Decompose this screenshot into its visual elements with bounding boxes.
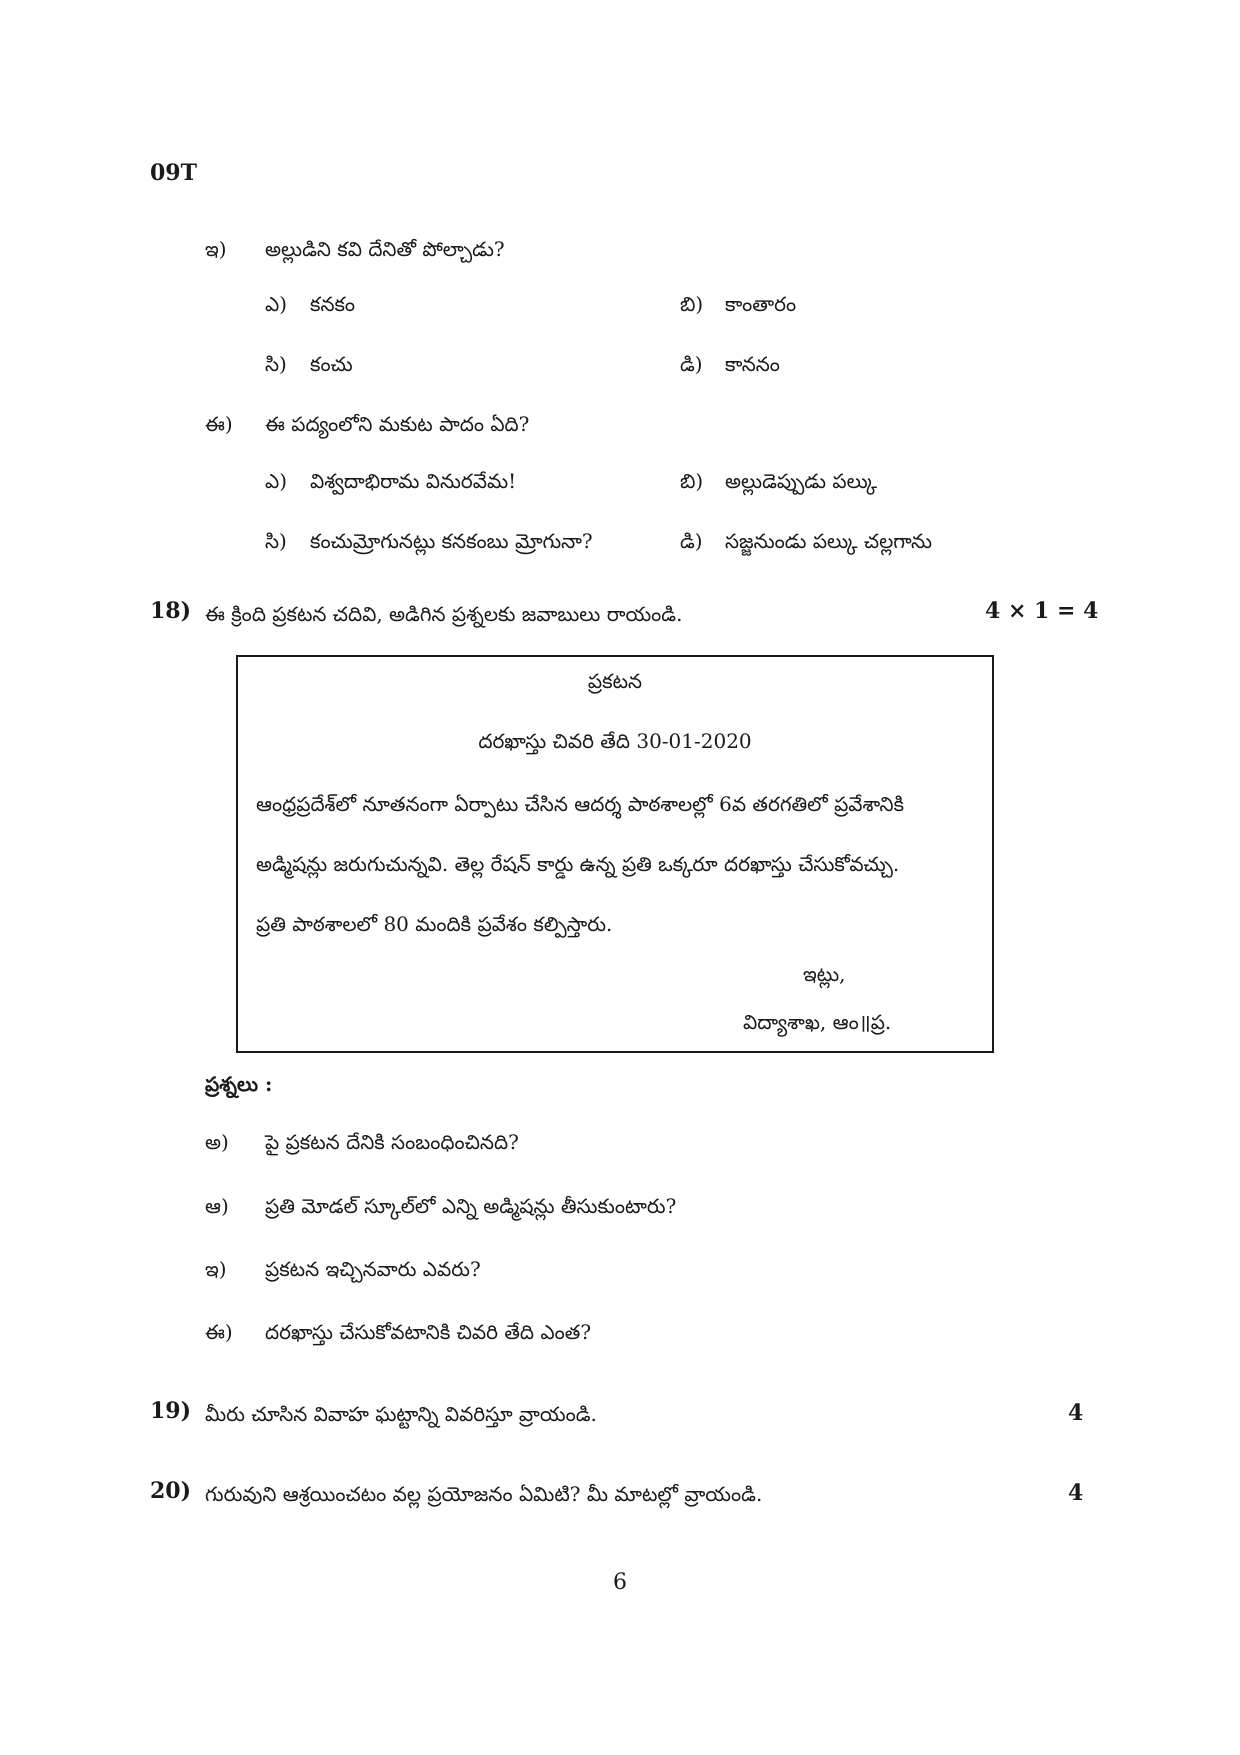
option-text: కంచుమ్రోగునట్లు కనకంబు మ్రోగునా? <box>310 529 593 553</box>
question-label: ఆ) <box>205 1194 229 1218</box>
notice-box <box>236 655 994 1053</box>
question-text: మీరు చూసిన వివాహ ఘట్టాన్ని వివరిస్తూ వ్రాయండి. <box>205 1402 597 1426</box>
option-label: సి) <box>265 529 287 553</box>
option-text: విశ్వదాభిరామ వినురవేమ! <box>310 469 517 493</box>
question-label: ఈ) <box>205 1320 233 1344</box>
question-text: ఈ క్రింది ప్రకటన చదివి, అడిగిన ప్రశ్నలకు జవాబులు రాయండి. <box>205 602 683 626</box>
option-label: డి) <box>680 529 703 553</box>
notice-body-line: ప్రతి పాఠశాలలో 80 మందికి ప్రవేశం కల్పిస్తారు. <box>256 912 613 936</box>
question-text: ఈ పద్యంలోని మకుట పాదం ఏది? <box>265 412 530 436</box>
option-label: ఎ) <box>265 292 288 316</box>
option-text: అల్లుడెప్పుడు పల్కు <box>725 469 878 493</box>
page-number: 6 <box>613 1570 627 1595</box>
option-label: బి) <box>680 292 704 316</box>
questions-heading: ప్రశ్నలు : <box>205 1072 273 1096</box>
option-text: కాంతారం <box>725 292 797 316</box>
option-text: సజ్జనుండు పల్కు చల్లగాను <box>725 529 933 553</box>
question-text: గురువుని ఆశ్రయించటం వల్ల ప్రయోజనం ఏమిటి? మీ మాటల్లో వ్రాయండి. <box>205 1482 763 1506</box>
notice-title: ప్రకటన <box>587 669 643 693</box>
question-label: అ) <box>205 1130 229 1154</box>
notice-deadline: దరఖాస్తు చివరి తేది 30-01-2020 <box>478 729 752 753</box>
question-text: పై ప్రకటన దేనికి సంబంధించినది? <box>265 1130 519 1154</box>
option-text: కాననం <box>725 352 780 376</box>
option-label: బి) <box>680 469 704 493</box>
option-text: కంచు <box>310 352 353 376</box>
option-label: డి) <box>680 352 703 376</box>
notice-body-line: అడ్మిషన్లు జరుగుచున్నవి. తెల్ల రేషన్ కార్డు ఉన్న ప్రతి ఒక్కరూ దరఖాస్తు చేసుకోవచ్చు. <box>256 852 900 876</box>
question-number: 20) <box>150 1478 192 1504</box>
notice-signature: విద్యాశాఖ, ఆం॥ప్ర. <box>743 1010 892 1034</box>
question-number: 19) <box>150 1398 192 1424</box>
option-label: సి) <box>265 352 287 376</box>
option-text: కనకం <box>310 292 356 316</box>
question-text: దరఖాస్తు చేసుకోవటానికి చివరి తేది ఎంత? <box>265 1320 592 1344</box>
question-marks: 4 <box>1068 1400 1084 1426</box>
question-text: ప్రకటన ఇచ్చినవారు ఎవరు? <box>265 1257 481 1281</box>
question-label: ఈ) <box>205 412 233 436</box>
option-label: ఎ) <box>265 469 288 493</box>
question-marks: 4 <box>1068 1480 1084 1506</box>
question-text: ప్రతి మోడల్ స్కూల్‌లో ఎన్ని అడ్మిషన్లు తీసుకుంటారు? <box>265 1194 677 1218</box>
question-label: ఇ) <box>205 237 227 261</box>
question-marks: 4 × 1 = 4 <box>985 598 1099 624</box>
notice-body-line: ఆంధ్రప్రదేశ్‌లో నూతనంగా ఏర్పాటు చేసిన ఆదర్శ పాఠశాలల్లో 6వ తరగతిలో ప్రవేశానికి <box>256 792 905 816</box>
notice-closing: ఇట్లు, <box>803 962 846 986</box>
question-text: అల్లుడిని కవి దేనితో పోల్చాడు? <box>265 237 505 261</box>
question-number: 18) <box>150 598 192 624</box>
paper-code: 09T <box>150 160 197 186</box>
question-label: ఇ) <box>205 1257 227 1281</box>
